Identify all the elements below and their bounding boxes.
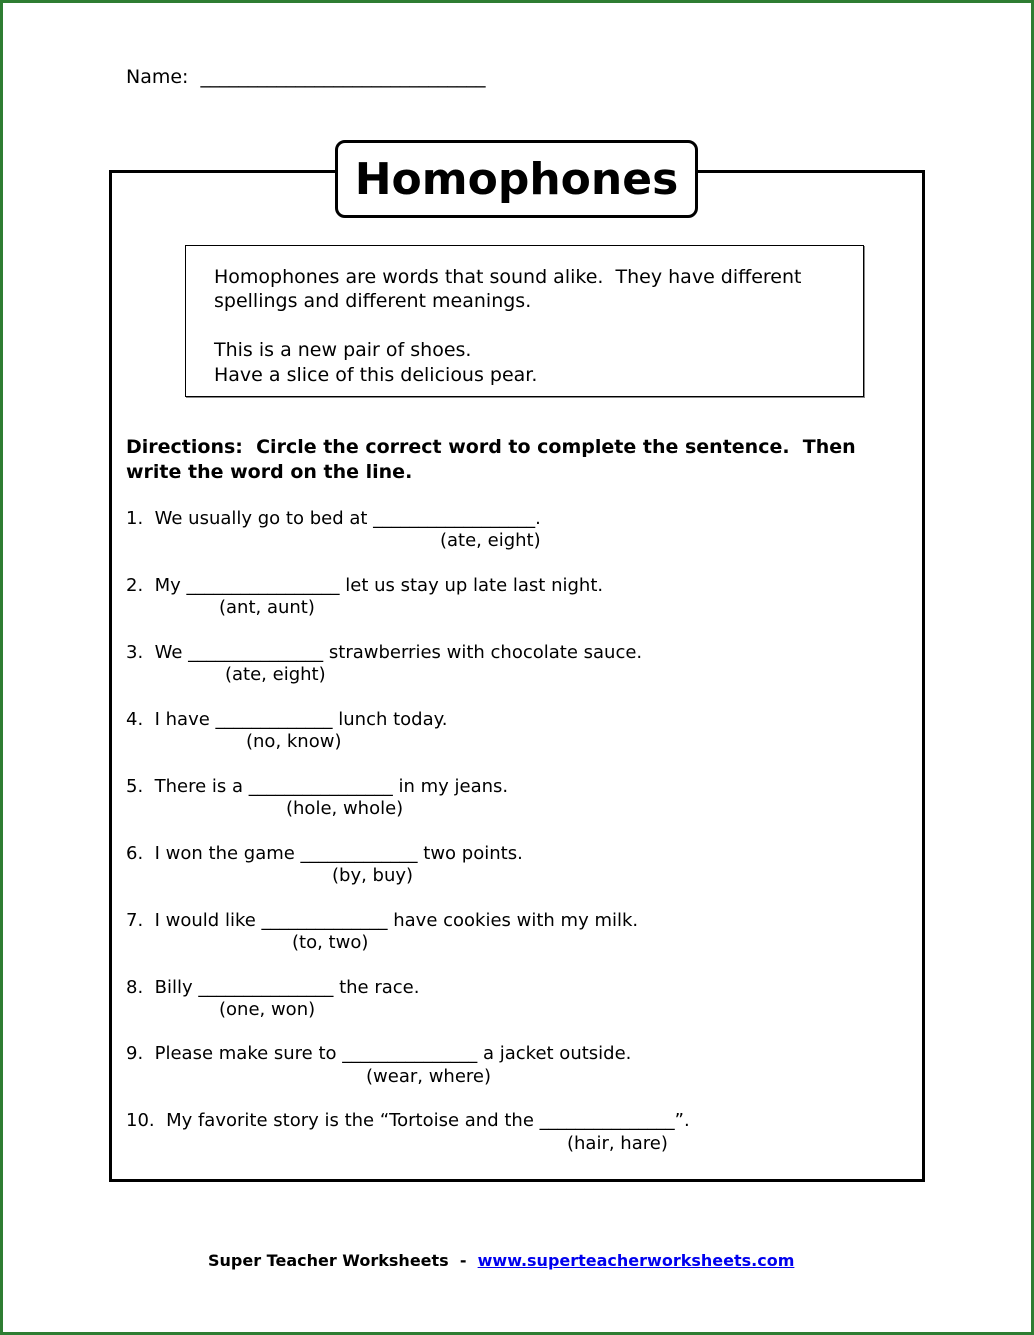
question-4: 4. I have _____________ lunch today.	[126, 709, 448, 730]
question-4-options: (no, know)	[246, 731, 342, 752]
footer-brand: Super Teacher Worksheets -	[208, 1251, 478, 1270]
footer-website-link[interactable]: www.superteacherworksheets.com	[477, 1251, 795, 1270]
question-5-options: (hole, whole)	[286, 798, 404, 819]
question-6: 6. I won the game _____________ two points.	[126, 843, 523, 864]
question-8-options: (one, won)	[219, 999, 316, 1020]
question-7-options: (to, two)	[292, 932, 369, 953]
directions-line-2: write the word on the line.	[126, 461, 413, 483]
question-2-options: (ant, aunt)	[219, 597, 315, 618]
question-6-options: (by, buy)	[332, 865, 414, 886]
example-sentence-2: Have a slice of this delicious pear.	[214, 364, 538, 386]
question-1-options: (ate, eight)	[440, 530, 541, 551]
question-10-options: (hair, hare)	[567, 1133, 668, 1154]
question-9: 9. Please make sure to _______________ a jacket outside.	[126, 1043, 632, 1064]
question-10: 10. My favorite story is the “Tortoise and the _______________”.	[126, 1110, 690, 1131]
question-2: 2. My _________________ let us stay up late last night.	[126, 575, 604, 596]
question-8: 8. Billy _______________ the race.	[126, 977, 420, 998]
question-5: 5. There is a ________________ in my jeans.	[126, 776, 509, 797]
question-3-options: (ate, eight)	[225, 664, 326, 685]
question-3: 3. We _______________ strawberries with chocolate sauce.	[126, 642, 643, 663]
example-sentence-1: This is a new pair of shoes.	[214, 339, 472, 361]
question-9-options: (wear, where)	[366, 1066, 491, 1087]
question-1: 1. We usually go to bed at __________________.	[126, 508, 541, 529]
name-field-label: Name: ______________________________	[126, 66, 486, 88]
footer	[208, 1251, 794, 1270]
definition-line-2: spellings and different meanings.	[214, 290, 532, 312]
definition-line-1: Homophones are words that sound alike. They have different	[214, 266, 802, 288]
question-7: 7. I would like ______________ have cookies with my milk.	[126, 910, 639, 931]
directions-line-1: Directions: Circle the correct word to complete the sentence. Then	[126, 436, 856, 458]
worksheet-title: Homophones	[335, 140, 698, 218]
